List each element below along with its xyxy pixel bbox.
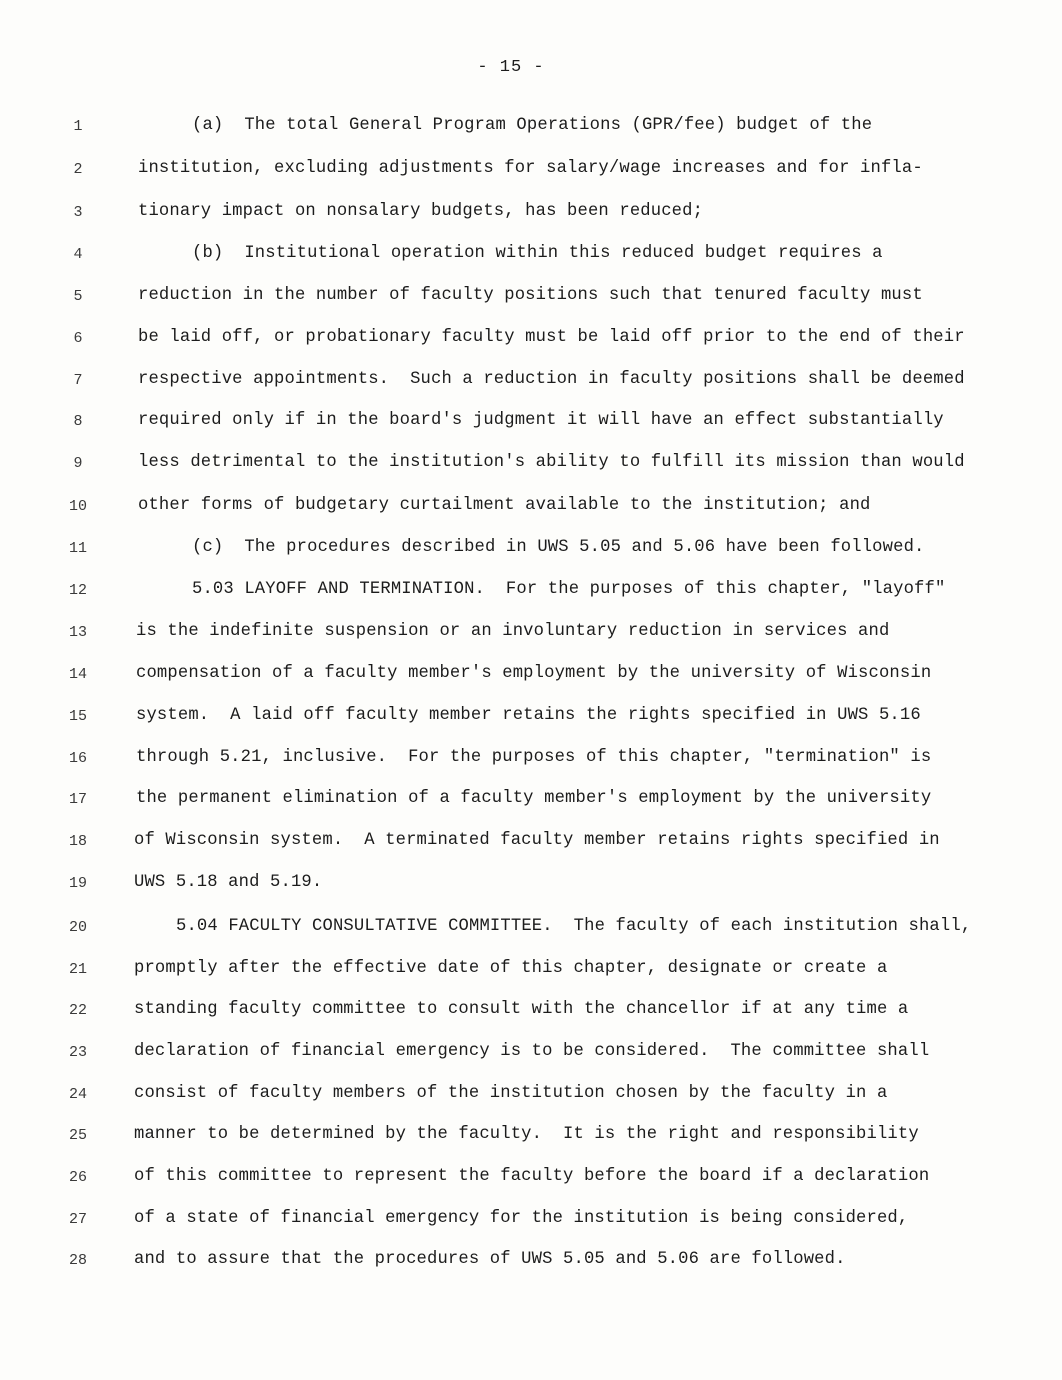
paragraph-line: system. A laid off faculty member retains the rights specified in UWS 5.16 <box>136 706 921 725</box>
line-number: 27 <box>68 1211 87 1228</box>
paragraph-line: be laid off, or probationary faculty must be laid off prior to the end of their <box>138 328 965 347</box>
paragraph-line: manner to be determined by the faculty. It is the right and responsibility <box>134 1125 919 1144</box>
paragraph-line: (a) The total General Program Operations (GPR/fee) budget of the <box>192 116 873 135</box>
line-number: 28 <box>68 1252 87 1269</box>
line-number: 5 <box>73 288 83 305</box>
paragraph-line: consist of faculty members of the institution chosen by the faculty in a <box>134 1084 888 1103</box>
paragraph-line: is the indefinite suspension or an involuntary reduction in services and <box>136 622 890 641</box>
line-number: 8 <box>73 413 83 430</box>
line-number: 17 <box>68 791 87 808</box>
paragraph-line: (c) The procedures described in UWS 5.05 and 5.06 have been followed. <box>192 538 925 557</box>
paragraph-line: (b) Institutional operation within this reduced budget requires a <box>192 244 883 263</box>
section-heading-line: 5.03 LAYOFF AND TERMINATION. For the purposes of this chapter, "layoff" <box>192 580 946 599</box>
line-number: 1 <box>73 118 83 135</box>
paragraph-line: of a state of financial emergency for the institution is being considered, <box>134 1209 909 1228</box>
line-number: 12 <box>68 582 87 599</box>
line-number: 26 <box>68 1169 87 1186</box>
line-number: 20 <box>68 919 87 936</box>
line-number: 7 <box>73 372 83 389</box>
line-number: 9 <box>73 455 83 472</box>
paragraph-line: reduction in the number of faculty positions such that tenured faculty must <box>138 286 923 305</box>
paragraph-line: respective appointments. Such a reduction in faculty positions shall be deemed <box>138 370 965 389</box>
paragraph-line: of this committee to represent the faculty before the board if a declaration <box>134 1167 930 1186</box>
paragraph-line: declaration of financial emergency is to be considered. The committee shall <box>134 1042 930 1061</box>
line-number: 16 <box>68 750 87 767</box>
line-number: 22 <box>68 1002 87 1019</box>
paragraph-line: promptly after the effective date of this chapter, designate or create a <box>134 959 888 978</box>
line-number: 23 <box>68 1044 87 1061</box>
line-number: 25 <box>68 1127 87 1144</box>
paragraph-line: of Wisconsin system. A terminated faculty member retains rights specified in <box>134 831 940 850</box>
line-number: 18 <box>68 833 87 850</box>
line-number: 13 <box>68 624 87 641</box>
paragraph-line: required only if in the board's judgment it will have an effect substantially <box>138 411 944 430</box>
line-number: 2 <box>73 161 83 178</box>
line-number: 24 <box>68 1086 87 1103</box>
line-number: 10 <box>68 498 87 515</box>
section-heading-line: 5.04 FACULTY CONSULTATIVE COMMITTEE. The faculty of each institution shall, <box>176 917 972 936</box>
line-number: 21 <box>68 961 87 978</box>
line-number: 19 <box>68 875 87 892</box>
line-number: 15 <box>68 708 87 725</box>
paragraph-line: the permanent elimination of a faculty member's employment by the university <box>136 789 932 808</box>
paragraph-line: through 5.21, inclusive. For the purposes of this chapter, "termination" is <box>136 748 932 767</box>
paragraph-line: institution, excluding adjustments for salary/wage increases and for infla- <box>138 159 923 178</box>
paragraph-line: other forms of budgetary curtailment available to the institution; and <box>138 496 871 515</box>
paragraph-line: and to assure that the procedures of UWS 5.05 and 5.06 are followed. <box>134 1250 846 1269</box>
page-number: - 15 - <box>477 58 545 77</box>
paragraph-line: standing faculty committee to consult with the chancellor if at any time a <box>134 1000 909 1019</box>
paragraph-line: compensation of a faculty member's employment by the university of Wisconsin <box>136 664 932 683</box>
line-number: 4 <box>73 246 83 263</box>
paragraph-line: less detrimental to the institution's ability to fulfill its mission than would <box>138 453 965 472</box>
line-number: 3 <box>73 204 83 221</box>
paragraph-line: tionary impact on nonsalary budgets, has been reduced; <box>138 202 704 221</box>
paragraph-line: UWS 5.18 and 5.19. <box>134 873 323 892</box>
line-number: 11 <box>68 540 87 557</box>
line-number: 6 <box>73 330 83 347</box>
line-number: 14 <box>68 666 87 683</box>
